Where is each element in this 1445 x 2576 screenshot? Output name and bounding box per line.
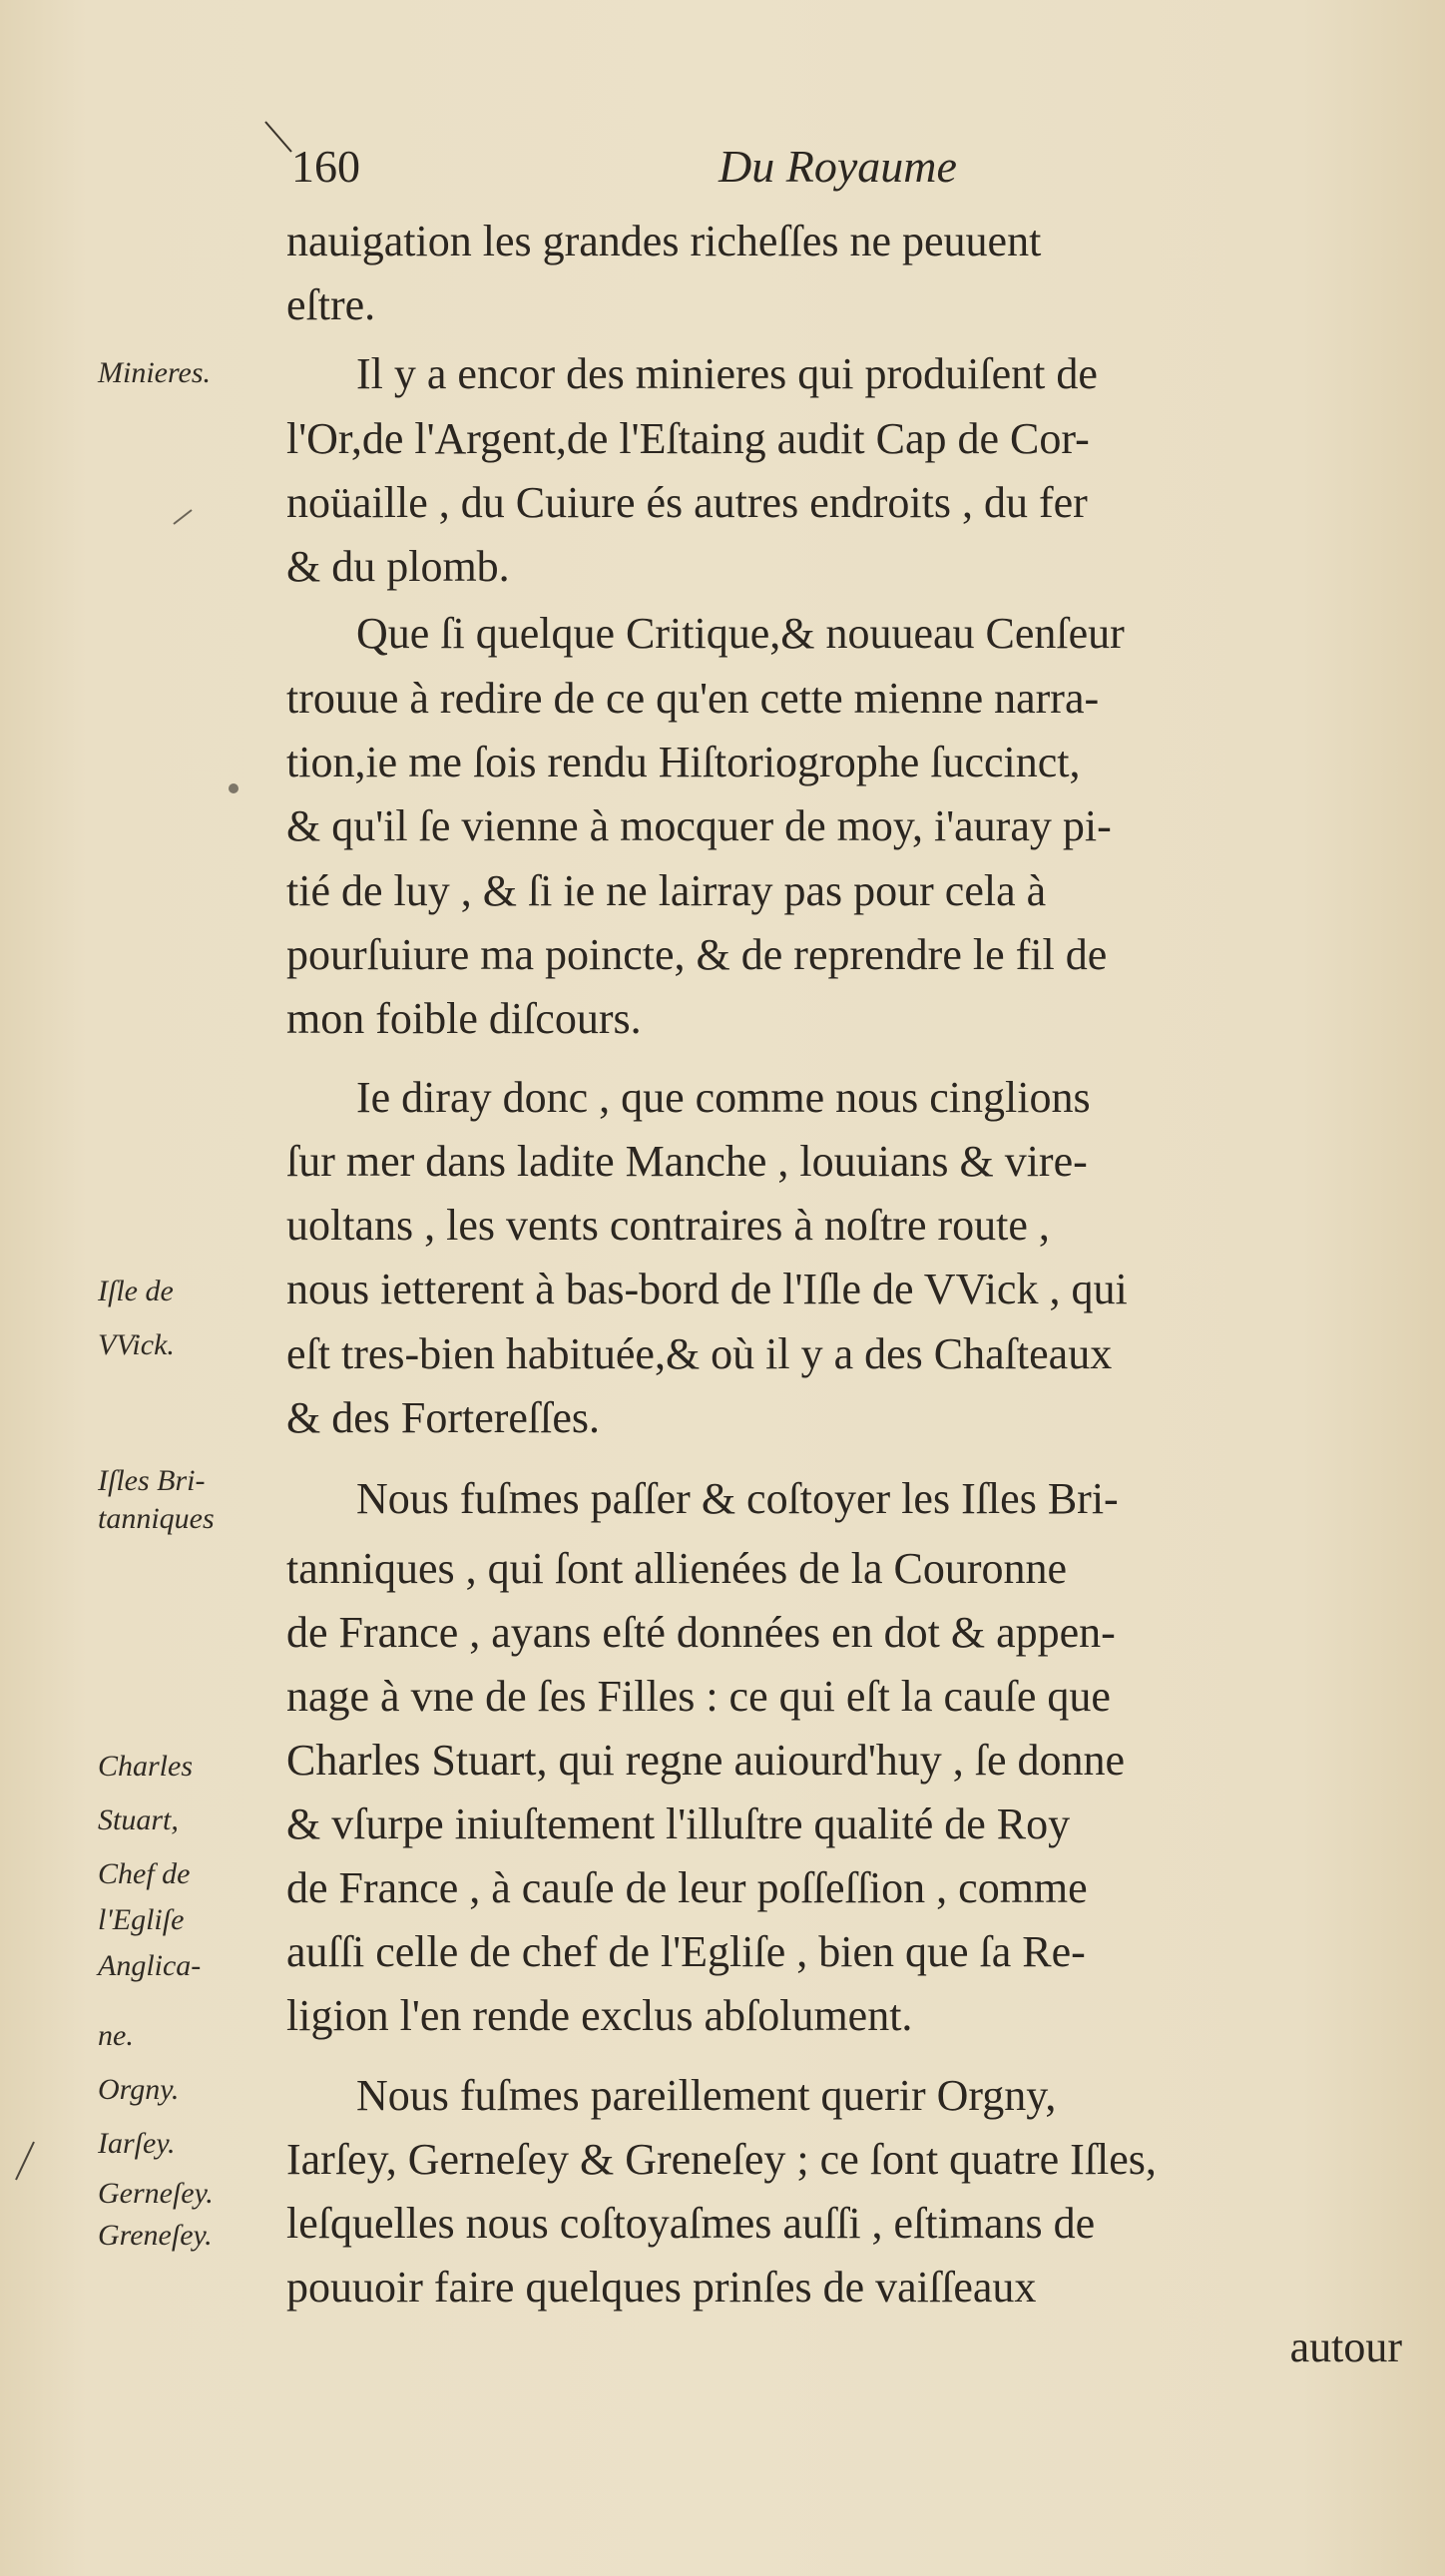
text-line: pourſuiure ma poincte, & de reprendre le fil de	[286, 930, 1108, 979]
text-line: nous ietterent à bas-bord de l'Iſle de VVick , qui	[286, 1265, 1128, 1313]
ink-stroke-icon	[10, 2136, 40, 2186]
text-line: & des Fortereſſes.	[286, 1393, 601, 1442]
text-line: uoltans , les vents contraires à noſtre route ,	[286, 1201, 1050, 1250]
margin-note: tanniques	[98, 1502, 215, 1535]
margin-note: Iſle de	[98, 1275, 174, 1307]
text-line: Que ſi quelque Critique,& nouueau Cenſeur	[356, 609, 1125, 658]
margin-note: Chef de	[98, 1857, 191, 1890]
text-line: & qu'il ſe vienne à mocquer de moy, i'auray pi-	[286, 801, 1112, 850]
margin-note: Anglica-	[98, 1949, 202, 1982]
margin-note: Iſles Bri-	[98, 1464, 206, 1497]
margin-note: Stuart,	[98, 1803, 179, 1836]
margin-note: Charles	[98, 1750, 194, 1783]
ink-dot-icon	[224, 778, 243, 798]
text-line: ligion l'en rende exclus abſolument.	[286, 1991, 913, 2040]
margin-note: l'Egliſe	[98, 1903, 185, 1936]
margin-note: Orgny.	[98, 2073, 180, 2106]
text-line: nage à vne de ſes Filles : ce qui eſt la cauſe que	[286, 1672, 1111, 1721]
text-line: noüaille , du Cuiure és autres endroits , du fer	[286, 478, 1088, 527]
text-line: tion,ie me ſois rendu Hiſtoriogrophe ſuccinct,	[286, 738, 1081, 786]
text-line: Charles Stuart, qui regne auiourd'huy , ſe donne	[286, 1736, 1126, 1785]
text-line: l'Or,de l'Argent,de l'Eſtaing audit Cap de Cor-	[286, 414, 1090, 463]
text-line: tanniques , qui ſont allienées de la Couronne	[286, 1544, 1068, 1593]
text-line: leſquelles nous coſtoyaſmes auſſi , eſtimans de	[286, 2199, 1096, 2248]
running-title: Du Royaume	[719, 141, 957, 192]
text-line: ſur mer dans ladite Manche , louuians & vire-	[286, 1137, 1088, 1186]
text-line: trouue à redire de ce qu'en cette mienne narra-	[286, 674, 1100, 723]
text-line: & vſurpe iniuſtement l'illuſtre qualité de Roy	[286, 1800, 1071, 1848]
margin-note: Minieres.	[98, 356, 212, 389]
text-line: de France , ayans eſté données en dot & appen-	[286, 1608, 1116, 1657]
text-line: pouuoir faire quelques prinſes de vaiſſeaux	[286, 2263, 1037, 2312]
text-line: nauigation les grandes richeſſes ne peuuent	[286, 217, 1042, 265]
text-line: Nous fuſmes pareillement querir Orgny,	[356, 2071, 1057, 2120]
margin-note: VVick.	[98, 1328, 175, 1361]
ink-stroke-icon	[261, 118, 301, 158]
text-line: Nous fuſmes paſſer & coſtoyer les Iſles Bri-	[356, 1474, 1119, 1523]
text-line: eſt tres-bien habituée,& où il y a des Chaſteaux	[286, 1329, 1113, 1378]
ink-mark-icon	[170, 504, 198, 528]
text-line: eſtre.	[286, 280, 376, 329]
page-header	[0, 140, 1445, 210]
margin-note: Iarſey.	[98, 2127, 176, 2160]
text-line: & du plomb.	[286, 542, 510, 591]
catchword: autour	[1289, 2322, 1402, 2371]
text-line: mon foible diſcours.	[286, 994, 642, 1043]
text-line: Il y a encor des minieres qui produiſent de	[356, 349, 1098, 398]
text-line: Ie diray donc , que comme nous cinglions	[356, 1073, 1091, 1122]
text-line: de France , à cauſe de leur poſſeſſion , comme	[286, 1863, 1088, 1912]
text-line: tié de luy , & ſi ie ne lairray pas pour cela à	[286, 866, 1047, 915]
margin-note: Greneſey.	[98, 2219, 213, 2252]
page-number: 160	[291, 141, 360, 192]
text-line: Iarſey, Gerneſey & Greneſey ; ce ſont quatre Iſles,	[286, 2135, 1157, 2184]
margin-note: ne.	[98, 2019, 134, 2052]
margin-note: Gerneſey.	[98, 2177, 214, 2210]
text-line: auſſi celle de chef de l'Egliſe , bien que ſa Re-	[286, 1927, 1086, 1976]
